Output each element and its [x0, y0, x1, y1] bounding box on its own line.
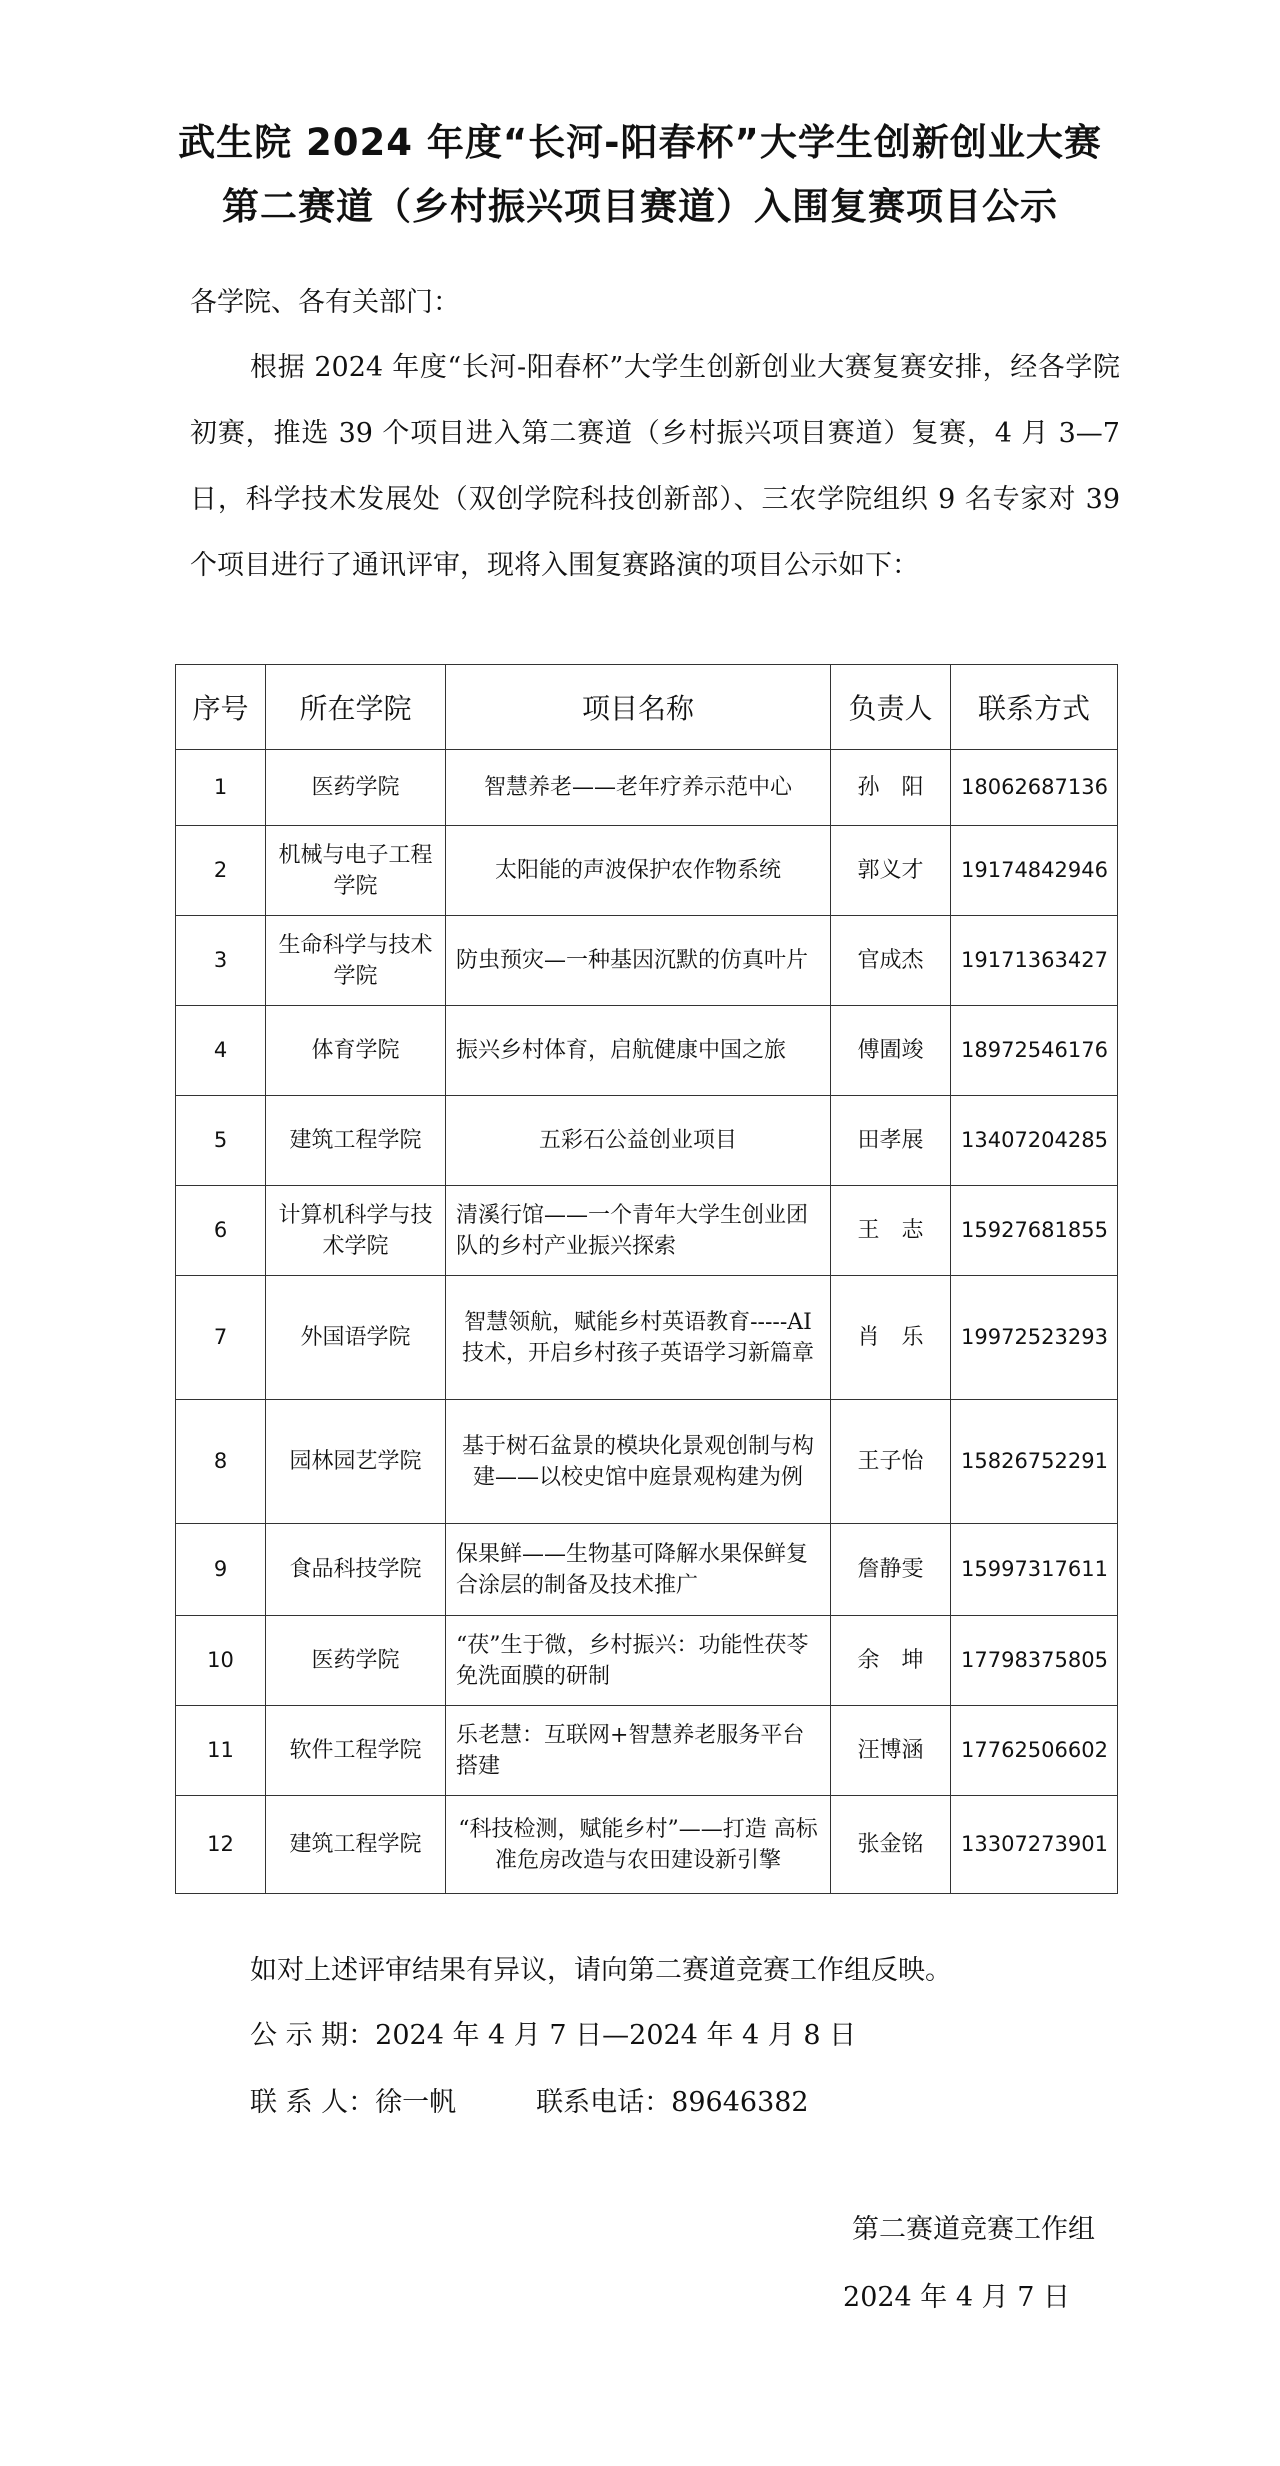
table-header-row	[176, 665, 1118, 750]
contact-phone: 联系电话：89646382	[536, 2087, 809, 2118]
body-paragraph: 根据 2024 年度“长河-阳春杯”大学生创新创业大赛复赛安排，经各学院初赛，推选 39 个项目进入第二赛道（乡村振兴项目赛道）复赛，4 月 3—7 日，科学技术发展处（双创学院科技创新部）、三农学院组织 9 名专家对 39 个项目进行了通讯评审，现将入围复赛路演的项目公示如下：	[190, 352, 1120, 581]
table-row	[176, 1796, 1118, 1894]
cell-phone: 19972523293	[951, 1276, 1118, 1400]
cell-no: 7	[176, 1276, 266, 1400]
project-table	[175, 664, 1118, 1894]
cell-college: 生命科学与技术学院	[266, 916, 446, 1006]
cell-project: 防虫预灾—一种基因沉默的仿真叶片	[446, 916, 831, 1006]
cell-phone: 13407204285	[951, 1096, 1118, 1186]
cell-phone: 15997317611	[951, 1524, 1118, 1616]
cell-phone: 19171363427	[951, 916, 1118, 1006]
cell-leader: 田孝展	[831, 1096, 951, 1186]
cell-no: 11	[176, 1706, 266, 1796]
header-leader: 负责人	[831, 665, 951, 750]
cell-college: 医药学院	[266, 1616, 446, 1706]
cell-no: 12	[176, 1796, 266, 1894]
cell-project: 五彩石公益创业项目	[446, 1096, 831, 1186]
cell-phone: 18972546176	[951, 1006, 1118, 1096]
cell-phone: 18062687136	[951, 750, 1118, 826]
cell-project: “科技检测，赋能乡村”——打造 高标准危房改造与农田建设新引擎	[446, 1796, 831, 1894]
table-row	[176, 750, 1118, 826]
cell-college: 机械与电子工程学院	[266, 826, 446, 916]
header-project: 项目名称	[446, 665, 831, 750]
cell-college: 外国语学院	[266, 1276, 446, 1400]
cell-no: 5	[176, 1096, 266, 1186]
cell-project: “茯”生于微，乡村振兴：功能性茯苓免洗面膜的研制	[446, 1616, 831, 1706]
cell-leader: 傅圊竣	[831, 1006, 951, 1096]
cell-college: 软件工程学院	[266, 1706, 446, 1796]
table-row	[176, 1186, 1118, 1276]
cell-leader: 郭义才	[831, 826, 951, 916]
cell-no: 2	[176, 826, 266, 916]
table-row	[176, 1276, 1118, 1400]
table-row	[176, 1096, 1118, 1186]
cell-college: 体育学院	[266, 1006, 446, 1096]
cell-no: 8	[176, 1400, 266, 1524]
table-row	[176, 1006, 1118, 1096]
cell-phone: 13307273901	[951, 1796, 1118, 1894]
cell-leader: 张金铭	[831, 1796, 951, 1894]
cell-no: 9	[176, 1524, 266, 1616]
table-row	[176, 826, 1118, 916]
cell-phone: 17798375805	[951, 1616, 1118, 1706]
cell-phone: 19174842946	[951, 826, 1118, 916]
cell-project: 太阳能的声波保护农作物系统	[446, 826, 831, 916]
cell-leader: 汪博涵	[831, 1706, 951, 1796]
table-row	[176, 1706, 1118, 1796]
table-row	[176, 916, 1118, 1006]
cell-college: 建筑工程学院	[266, 1096, 446, 1186]
cell-no: 6	[176, 1186, 266, 1276]
cell-leader: 孙 阳	[831, 750, 951, 826]
cell-leader: 肖 乐	[831, 1276, 951, 1400]
document-title-line2: 第二赛道（乡村振兴项目赛道）入围复赛项目公示	[222, 185, 1058, 228]
cell-project: 保果鲜——生物基可降解水果保鲜复合涂层的制备及技术推广	[446, 1524, 831, 1616]
cell-phone: 15826752291	[951, 1400, 1118, 1524]
cell-college: 医药学院	[266, 750, 446, 826]
cell-leader: 余 坤	[831, 1616, 951, 1706]
cell-project: 基于树石盆景的模块化景观创制与构建——以校史馆中庭景观构建为例	[446, 1400, 831, 1524]
cell-leader: 王子怡	[831, 1400, 951, 1524]
header-no: 序号	[176, 665, 266, 750]
cell-leader: 官成杰	[831, 916, 951, 1006]
cell-project: 智慧养老——老年疗养示范中心	[446, 750, 831, 826]
header-phone: 联系方式	[951, 665, 1118, 750]
cell-college: 食品科技学院	[266, 1524, 446, 1616]
cell-phone: 15927681855	[951, 1186, 1118, 1276]
cell-no: 3	[176, 916, 266, 1006]
cell-leader: 王 志	[831, 1186, 951, 1276]
cell-leader: 詹静雯	[831, 1524, 951, 1616]
cell-college: 计算机科学与技术学院	[266, 1186, 446, 1276]
table-row	[176, 1616, 1118, 1706]
contact-person: 联 系 人：徐一帆	[250, 2087, 457, 2118]
cell-no: 1	[176, 750, 266, 826]
signature: 第二赛道竞赛工作组	[852, 2214, 1095, 2245]
document-title-line1: 武生院 2024 年度“长河-阳春杯”大学生创新创业大赛	[178, 121, 1102, 164]
contact-line	[250, 2080, 809, 2119]
signature-date: 2024 年 4 月 7 日	[843, 2282, 1070, 2313]
cell-project: 乐老慧：互联网+智慧养老服务平台搭建	[446, 1706, 831, 1796]
cell-no: 4	[176, 1006, 266, 1096]
table-row	[176, 1524, 1118, 1616]
cell-project: 智慧领航，赋能乡村英语教育-----AI 技术，开启乡村孩子英语学习新篇章	[446, 1276, 831, 1400]
cell-project: 振兴乡村体育，启航健康中国之旅	[446, 1006, 831, 1096]
publicity-period: 公 示 期：2024 年 4 月 7 日—2024 年 4 月 8 日	[250, 2020, 857, 2051]
cell-no: 10	[176, 1616, 266, 1706]
cell-phone: 17762506602	[951, 1706, 1118, 1796]
header-college: 所在学院	[266, 665, 446, 750]
cell-college: 园林园艺学院	[266, 1400, 446, 1524]
cell-college: 建筑工程学院	[266, 1796, 446, 1894]
table-row	[176, 1400, 1118, 1524]
objection-note: 如对上述评审结果有异议，请向第二赛道竞赛工作组反映。	[250, 1955, 952, 1986]
salutation: 各学院、各有关部门：	[190, 287, 460, 318]
cell-project: 清溪行馆——一个青年大学生创业团队的乡村产业振兴探索	[446, 1186, 831, 1276]
